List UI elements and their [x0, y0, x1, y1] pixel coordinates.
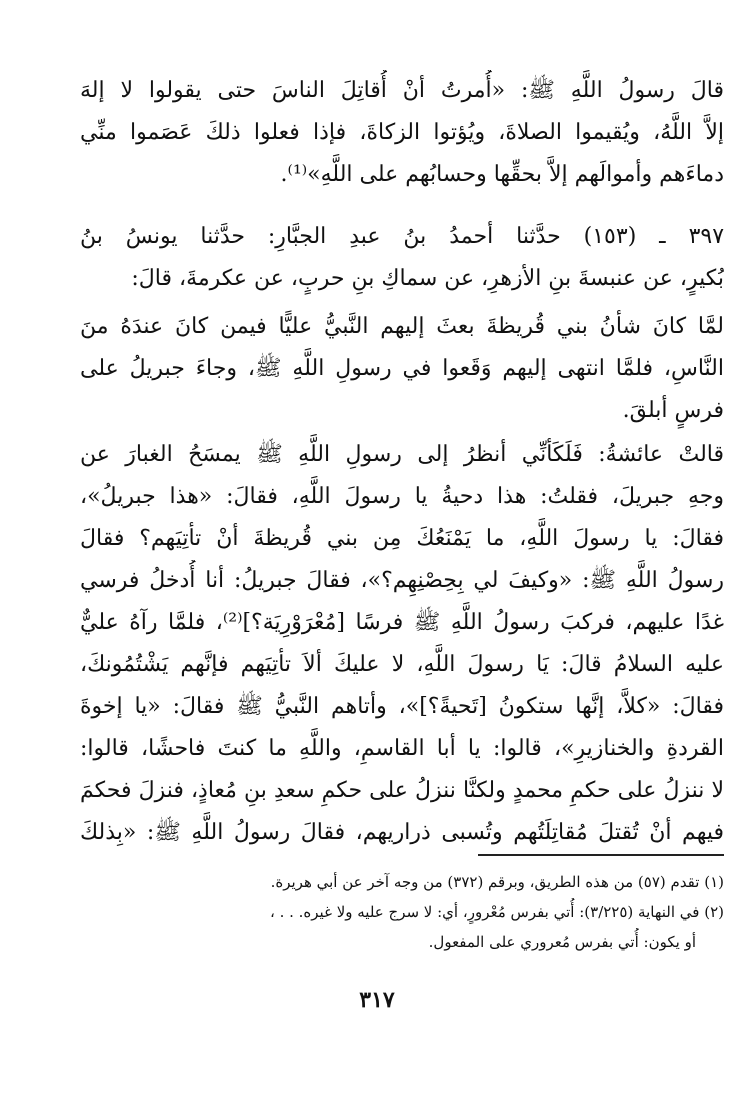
text-line: دماءَهم وأموالَهم إلاَّ بحقِّها وحسابُهم على اللَّهِ»⁽¹⁾.	[280, 162, 724, 187]
text-line: إلاَّ اللَّهُ، ويُقيموا الصلاةَ، ويُؤتوا الزكاةَ، فإذا فعلوا ذلكَ عَصَموا منِّي	[80, 120, 724, 145]
footnote-divider	[478, 854, 724, 856]
text-line: فرسٍ أبلقَ.	[622, 398, 724, 423]
text-line: فقالَ: «كلاَّ، إنَّها ستكونُ [تَحيةً؟]»، وأتاهم النَّبيُّ ﷺ فقالَ: «يا إخوةَ	[80, 694, 724, 719]
text-line: بُكيرٍ، عن عنبسةَ بنِ الأزهرِ، عن سماكِ بنِ حربٍ، عن عكرمةَ، قالَ:	[131, 266, 724, 291]
page-number: ٣١٧	[359, 987, 395, 1013]
text-line: رسولُ اللَّهِ ﷺ: «وكيفَ لي بِحِصْنِهِم؟»، فقالَ جبريلُ: أنا أُدخلُ فرسي	[80, 568, 724, 593]
text-line: ٣٩٧ ـ (١٥٣) حدَّثنا أحمدُ بنُ عبدِ الجبَّارِ: حدَّثنا يونسُ بنُ	[80, 224, 724, 249]
text-line: لمَّا كانَ شأنُ بني قُريظةَ بعثَ إليهم النَّبيُّ عليًّا فيمن كانَ عندَهُ منَ	[80, 314, 724, 339]
text-line: عليه السلامُ قالَ: يَا رسولَ اللَّهِ، لا عليكَ ألاَ تأتِيَهم فإنَّهم يَشْتُمُونكَ،	[80, 652, 724, 677]
text-line: غدًا عليهم، فركبَ رسولُ اللَّهِ ﷺ فرسًا [مُعْرَوْرِيَة؟]⁽²⁾، فلمَّا رآهُ عليٌّ	[80, 610, 724, 635]
paragraph-qurayza	[80, 306, 724, 432]
text-line: قالتْ عائشةُ: فَلَكَأنِّي أنظرُ إلى رسولِ اللَّهِ ﷺ يمسَحُ الغبارَ عن	[80, 442, 724, 467]
paragraph-hadith-intro	[80, 70, 724, 196]
footnote-2-continuation: أو يكون: أُتي بفرس مُعروري على المفعول.	[428, 933, 696, 951]
text-line: قالَ رسولُ اللَّهِ ﷺ: «أُمرتُ أنْ أُقاتِلَ الناسَ حتى يقولوا لا إلهَ	[80, 78, 724, 103]
text-line: النَّاسِ، فلمَّا انتهى إليهم وَقَعوا في رسولِ اللَّهِ ﷺ، وجاءَ جبريلُ على	[80, 356, 724, 381]
text-line: لا ننزلُ على حكمِ محمدٍ ولكنَّا ننزلُ على حكمِ سعدِ بنِ مُعاذٍ، فنزلَ فحكمَ	[80, 778, 724, 803]
footnote-2: (٢) في النهاية (٣/٢٢٥): أُتي بفرس مُعْرورٍ، أي: لا سرج عليه ولا غيره. . . ،	[269, 903, 724, 921]
text-line: فيهم أنْ تُقتلَ مُقاتِلَتُهم وتُسبى ذراريهم، فقالَ رسولُ اللَّهِ ﷺ: «بِذلكَ	[80, 820, 724, 845]
footnote-1: (١) تقدم (٥٧) من هذه الطريق، وبرقم (٣٧٢) من وجه آخر عن أبي هريرة.	[270, 873, 724, 891]
text-line: القردةِ والخنازيرِ»، قالوا: يا أبا القاسمِ، واللَّهِ ما كنتَ فاحشًا، قالوا:	[80, 736, 724, 761]
paragraph-aisha	[80, 434, 724, 854]
text-line: وجهِ جبريلَ، فقلتُ: هذا دحيةُ يا رسولَ اللَّهِ، فقالَ: «هذا جبريلُ»،	[80, 484, 724, 509]
paragraph-isnad	[80, 216, 724, 300]
text-line: فقالَ: يا رسولَ اللَّهِ، ما يَمْنَعُكَ مِن بني قُريظةَ أنْ تأتِيَهم؟ فقالَ	[80, 526, 724, 551]
